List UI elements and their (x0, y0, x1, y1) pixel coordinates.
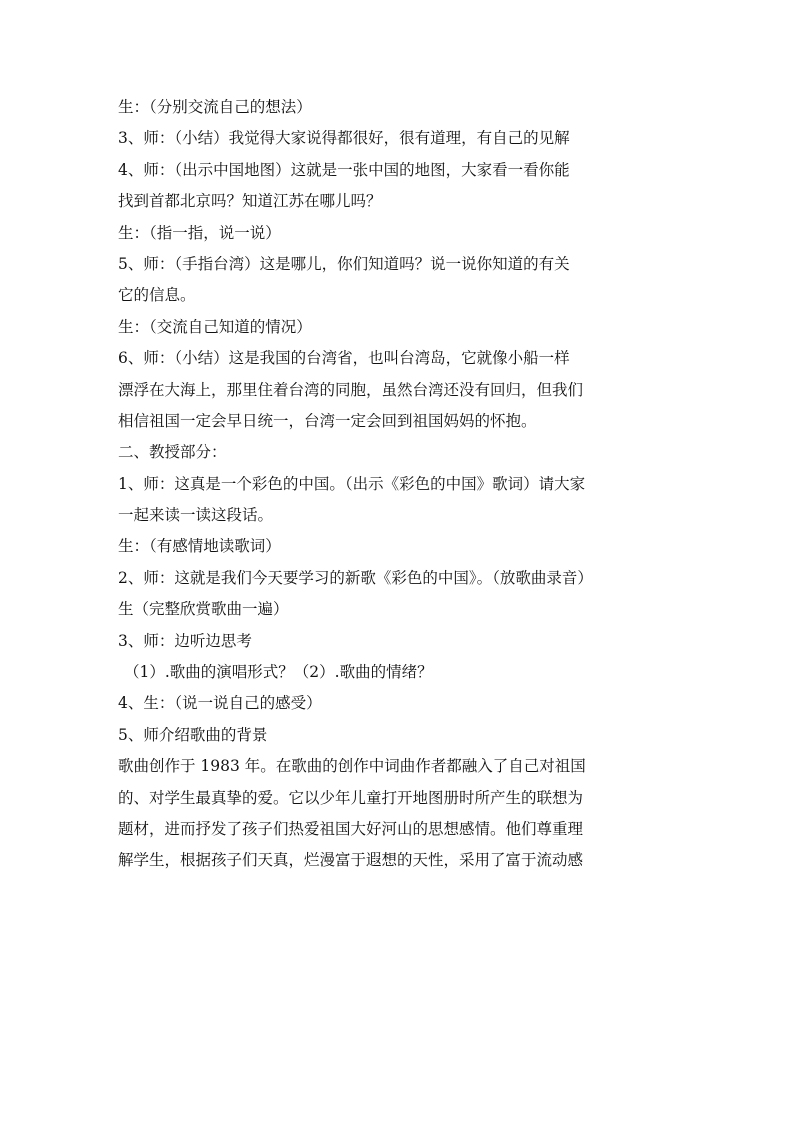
text-line: 3、师：边听边思考 (118, 631, 252, 650)
document-body (118, 92, 678, 877)
text-line: 生：（有感情地读歌词） (118, 537, 281, 556)
text-line: 4、师：（出示中国地图）这就是一张中国的地图，大家看一看你能 (118, 160, 570, 179)
text-line: 歌曲创作于 1983 年。在歌曲的创作中词曲作者都融入了自己对祖国 (118, 757, 586, 776)
text-line: 解学生，根据孩子们天真，烂漫富于遐想的天性，采用了富于流动感 (118, 851, 584, 870)
text-line: （1）.歌曲的演唱形式？（2）.歌曲的情绪？ (124, 663, 433, 682)
text-line: 找到首都北京吗？知道江苏在哪儿吗？ (118, 192, 382, 211)
text-line: 相信祖国一定会早日统一，台湾一定会回到祖国妈妈的怀抱。 (118, 411, 537, 430)
text-line: 3、师：（小结）我觉得大家说得都很好，很有道理，有自己的见解 (118, 129, 570, 148)
text-line: 一起来读一读这段话。 (118, 506, 274, 525)
text-line: 5、师：（手指台湾）这是哪儿，你们知道吗？说一说你知道的有关 (118, 254, 570, 273)
text-line: 1、师：这真是一个彩色的中国。（出示《彩色的中国》歌词）请大家 (118, 474, 586, 493)
text-line: 生：（指一指，说一说） (118, 223, 281, 242)
text-line: 4、生：（说一说自己的感受） (118, 694, 322, 713)
text-line: 生（完整欣赏歌曲一遍） (118, 600, 289, 619)
text-line: 5、师介绍歌曲的背景 (118, 725, 268, 744)
text-line: 生：（分别交流自己的想法） (118, 98, 312, 116)
section-heading: 二、教授部分： (118, 443, 227, 462)
text-line: 题材，进而抒发了孩子们热爱祖国大好河山的思想感情。他们尊重理 (118, 819, 584, 838)
text-line: 2、师：这就是我们今天要学习的新歌《彩色的中国》。（放歌曲录音） (118, 568, 593, 587)
text-line: 它的信息。 (118, 286, 196, 305)
text-line: 的、对学生最真挚的爱。它以少年儿童打开地图册时所产生的联想为 (118, 788, 584, 807)
text-line: 漂浮在大海上，那里住着台湾的同胞，虽然台湾还没有回归，但我们 (118, 380, 584, 399)
text-line: 6、师：（小结）这是我国的台湾省，也叫台湾岛，它就像小船一样 (118, 349, 570, 368)
text-line: 生：（交流自己知道的情况） (118, 317, 312, 336)
